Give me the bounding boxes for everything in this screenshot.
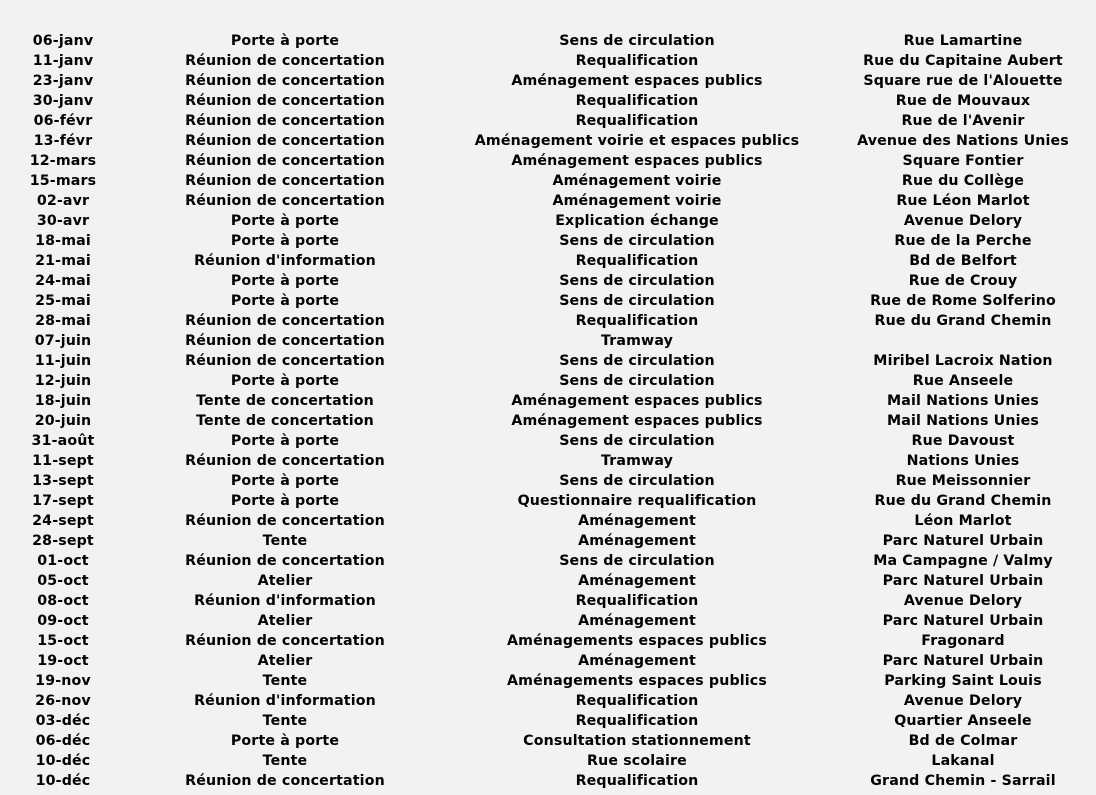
table-row (0, 111, 1096, 131)
table-row (0, 611, 1096, 631)
table-row (0, 171, 1096, 191)
meeting-type-cell[interactable]: Porte à porte (230, 373, 340, 389)
meeting-type-cell[interactable]: Tente (262, 533, 308, 549)
table-row (0, 391, 1096, 411)
location-cell[interactable]: Grand Chemin - Sarrail (870, 773, 1056, 789)
date-cell[interactable]: 23-janv (32, 73, 94, 89)
location-cell[interactable]: Rue de Rome Solferino (870, 293, 1056, 309)
date-cell[interactable]: 18-juin (34, 393, 92, 409)
meeting-type-cell[interactable]: Réunion de concertation (185, 73, 385, 89)
table-row (0, 211, 1096, 231)
meeting-type-cell[interactable]: Réunion de concertation (185, 633, 385, 649)
date-cell[interactable]: 11-janv (32, 53, 94, 69)
meeting-type-cell[interactable]: Tente (262, 673, 308, 689)
subject-cell[interactable]: Rue scolaire (587, 753, 687, 769)
location-cell[interactable]: Avenue Delory (903, 593, 1023, 609)
table-row (0, 411, 1096, 431)
meeting-type-cell[interactable]: Porte à porte (230, 733, 340, 749)
date-cell[interactable]: 11-sept (32, 453, 94, 469)
date-cell[interactable]: 28-mai (35, 313, 91, 329)
date-cell[interactable]: 30-janv (32, 93, 94, 109)
location-cell[interactable]: Rue du Grand Chemin (874, 313, 1052, 329)
location-cell[interactable]: Parking Saint Louis (884, 673, 1042, 689)
date-cell[interactable]: 31-août (31, 433, 95, 449)
meeting-type-cell[interactable]: Atelier (257, 613, 313, 629)
date-cell[interactable]: 10-déc (35, 753, 91, 769)
table-row (0, 191, 1096, 211)
subject-cell[interactable]: Requalification (575, 93, 699, 109)
table-row (0, 71, 1096, 91)
meeting-type-cell[interactable]: Réunion d'information (194, 693, 376, 709)
subject-cell[interactable]: Consultation stationnement (523, 733, 751, 749)
date-cell[interactable]: 06-janv (32, 33, 94, 49)
meeting-type-cell[interactable]: Réunion de concertation (185, 353, 385, 369)
meeting-type-cell[interactable]: Porte à porte (230, 473, 340, 489)
location-cell[interactable]: Rue de Mouvaux (895, 93, 1031, 109)
subject-cell[interactable]: Tramway (600, 333, 673, 349)
subject-cell[interactable]: Sens de circulation (559, 293, 715, 309)
date-cell[interactable]: 20-juin (34, 413, 92, 429)
subject-cell[interactable]: Requalification (575, 313, 699, 329)
location-cell[interactable]: Rue Lamartine (903, 33, 1023, 49)
meeting-type-cell[interactable]: Tente (262, 713, 308, 729)
location-cell[interactable]: Avenue Delory (903, 213, 1023, 229)
location-cell[interactable]: Rue de la Perche (894, 233, 1032, 249)
subject-cell[interactable]: Aménagement espaces publics (511, 73, 763, 89)
date-cell[interactable]: 15-mars (29, 173, 97, 189)
meeting-type-cell[interactable]: Atelier (257, 653, 313, 669)
date-cell[interactable]: 26-nov (35, 693, 91, 709)
location-cell[interactable]: Lakanal (931, 753, 995, 769)
date-cell[interactable]: 02-avr (36, 193, 90, 209)
date-cell[interactable]: 24-mai (35, 273, 91, 289)
subject-cell[interactable]: Aménagement (578, 513, 696, 529)
table-row (0, 471, 1096, 491)
date-cell[interactable]: 13-sept (32, 473, 94, 489)
date-cell[interactable]: 03-déc (35, 713, 91, 729)
date-cell[interactable]: 09-oct (37, 613, 89, 629)
date-cell[interactable]: 06-déc (35, 733, 91, 749)
date-cell[interactable]: 21-mai (35, 253, 91, 269)
subject-cell[interactable]: Sens de circulation (559, 233, 715, 249)
subject-cell[interactable]: Requalification (575, 253, 699, 269)
table-row (0, 251, 1096, 271)
table-row (0, 231, 1096, 251)
events-table (0, 31, 1096, 791)
subject-cell[interactable]: Aménagement espaces publics (511, 413, 763, 429)
location-cell[interactable]: Mail Nations Unies (887, 393, 1039, 409)
subject-cell[interactable]: Requalification (575, 593, 699, 609)
location-cell[interactable]: Rue du Collège (901, 173, 1025, 189)
location-cell[interactable]: Avenue des Nations Unies (857, 133, 1069, 149)
meeting-type-cell[interactable]: Porte à porte (230, 273, 340, 289)
table-row (0, 491, 1096, 511)
location-cell[interactable]: Fragonard (921, 633, 1005, 649)
table-row (0, 131, 1096, 151)
location-cell[interactable]: Rue du Grand Chemin (874, 493, 1052, 509)
table-row (0, 531, 1096, 551)
meeting-type-cell[interactable]: Porte à porte (230, 213, 340, 229)
location-cell[interactable]: Avenue Delory (903, 693, 1023, 709)
location-cell[interactable]: Rue Léon Marlot (896, 193, 1030, 209)
location-cell[interactable]: Léon Marlot (914, 513, 1012, 529)
subject-cell[interactable]: Requalification (575, 773, 699, 789)
table-row (0, 91, 1096, 111)
subject-cell[interactable]: Aménagement espaces publics (511, 153, 763, 169)
location-cell[interactable]: Quartier Anseele (894, 713, 1032, 729)
meeting-type-cell[interactable]: Réunion de concertation (185, 113, 385, 129)
location-cell[interactable]: Ma Campagne / Valmy (873, 553, 1053, 569)
table-row (0, 371, 1096, 391)
meeting-type-cell[interactable]: Porte à porte (230, 433, 340, 449)
date-cell[interactable]: 30-avr (36, 213, 90, 229)
date-cell[interactable]: 12-juin (34, 373, 92, 389)
table-row (0, 551, 1096, 571)
location-cell[interactable]: Square rue de l'Alouette (863, 73, 1063, 89)
table-row (0, 271, 1096, 291)
location-cell[interactable]: Rue Anseele (912, 373, 1014, 389)
table-row (0, 511, 1096, 531)
subject-cell[interactable]: Requalification (575, 713, 699, 729)
meeting-type-cell[interactable]: Tente de concertation (196, 393, 374, 409)
meeting-type-cell[interactable]: Réunion de concertation (185, 93, 385, 109)
events-table-body (0, 31, 1096, 791)
meeting-type-cell[interactable]: Réunion d'information (194, 593, 376, 609)
table-row (0, 331, 1096, 351)
subject-cell[interactable]: Questionnaire requalification (517, 493, 757, 509)
subject-cell[interactable]: Sens de circulation (559, 433, 715, 449)
table-row (0, 671, 1096, 691)
location-cell[interactable]: Parc Naturel Urbain (882, 613, 1044, 629)
table-row (0, 431, 1096, 451)
subject-cell[interactable]: Aménagement voirie et espaces publics (474, 133, 800, 149)
location-cell[interactable]: Parc Naturel Urbain (882, 533, 1044, 549)
location-cell[interactable]: Mail Nations Unies (887, 413, 1039, 429)
table-row (0, 311, 1096, 331)
location-cell[interactable]: Rue du Capitaine Aubert (863, 53, 1063, 69)
meeting-type-cell[interactable]: Porte à porte (230, 293, 340, 309)
location-cell[interactable]: Parc Naturel Urbain (882, 653, 1044, 669)
table-row (0, 651, 1096, 671)
subject-cell[interactable]: Sens de circulation (559, 373, 715, 389)
location-cell[interactable] (830, 331, 1096, 351)
table-row (0, 51, 1096, 71)
meeting-type-cell[interactable]: Atelier (257, 573, 313, 589)
subject-cell[interactable]: Aménagement (578, 613, 696, 629)
meeting-type-cell[interactable]: Réunion d'information (194, 253, 376, 269)
meeting-type-cell[interactable]: Réunion de concertation (185, 553, 385, 569)
table-row (0, 291, 1096, 311)
date-cell[interactable]: 17-sept (32, 493, 94, 509)
table-row (0, 711, 1096, 731)
table-row (0, 351, 1096, 371)
subject-cell[interactable]: Tramway (600, 453, 673, 469)
date-cell[interactable]: 10-déc (35, 773, 91, 789)
subject-cell[interactable]: Explication échange (555, 213, 719, 229)
table-row (0, 751, 1096, 771)
meeting-type-cell[interactable]: Réunion de concertation (185, 133, 385, 149)
date-cell[interactable]: 11-juin (34, 353, 92, 369)
table-row (0, 691, 1096, 711)
subject-cell[interactable]: Sens de circulation (559, 553, 715, 569)
table-row (0, 591, 1096, 611)
table-row (0, 571, 1096, 591)
meeting-type-cell[interactable]: Réunion de concertation (185, 513, 385, 529)
date-cell[interactable]: 15-oct (37, 633, 89, 649)
table-row (0, 631, 1096, 651)
meeting-type-cell[interactable]: Réunion de concertation (185, 53, 385, 69)
date-cell[interactable]: 12-mars (29, 153, 97, 169)
meeting-type-cell[interactable]: Réunion de concertation (185, 153, 385, 169)
date-cell[interactable]: 28-sept (32, 533, 94, 549)
table-row (0, 731, 1096, 751)
subject-cell[interactable]: Aménagements espaces publics (507, 633, 767, 649)
date-cell[interactable]: 13-févr (33, 133, 93, 149)
date-cell[interactable]: 05-oct (37, 573, 89, 589)
date-cell[interactable]: 19-nov (35, 673, 91, 689)
meeting-type-cell[interactable]: Réunion de concertation (185, 333, 385, 349)
meeting-type-cell[interactable]: Réunion de concertation (185, 773, 385, 789)
meeting-type-cell[interactable]: Porte à porte (230, 233, 340, 249)
subject-cell[interactable]: Aménagements espaces publics (507, 673, 767, 689)
meeting-type-cell[interactable]: Tente (262, 753, 308, 769)
table-row (0, 31, 1096, 51)
meeting-type-cell[interactable]: Tente de concertation (196, 413, 374, 429)
subject-cell[interactable]: Requalification (575, 693, 699, 709)
subject-cell[interactable]: Aménagement voirie (552, 173, 722, 189)
subject-cell[interactable]: Aménagement espaces publics (511, 393, 763, 409)
subject-cell[interactable]: Aménagement (578, 573, 696, 589)
subject-cell[interactable]: Sens de circulation (559, 33, 715, 49)
table-row (0, 451, 1096, 471)
date-cell[interactable]: 24-sept (32, 513, 94, 529)
meeting-type-cell[interactable]: Réunion de concertation (185, 193, 385, 209)
location-cell[interactable]: Rue Davoust (911, 433, 1015, 449)
subject-cell[interactable]: Sens de circulation (559, 273, 715, 289)
date-cell[interactable]: 07-juin (34, 333, 92, 349)
meeting-type-cell[interactable]: Porte à porte (230, 33, 340, 49)
location-cell[interactable]: Bd de Colmar (908, 733, 1018, 749)
location-cell[interactable]: Bd de Belfort (909, 253, 1017, 269)
location-cell[interactable]: Nations Unies (906, 453, 1020, 469)
subject-cell[interactable]: Aménagement voirie (552, 193, 722, 209)
subject-cell[interactable]: Aménagement (578, 653, 696, 669)
table-row (0, 771, 1096, 791)
date-cell[interactable]: 08-oct (37, 593, 89, 609)
date-cell[interactable]: 18-mai (35, 233, 91, 249)
date-cell[interactable]: 06-févr (33, 113, 93, 129)
subject-cell[interactable]: Sens de circulation (559, 473, 715, 489)
date-cell[interactable]: 01-oct (37, 553, 89, 569)
subject-cell[interactable]: Requalification (575, 113, 699, 129)
location-cell[interactable]: Square Fontier (902, 153, 1024, 169)
table-row (0, 151, 1096, 171)
meeting-type-cell[interactable]: Réunion de concertation (185, 173, 385, 189)
date-cell[interactable]: 19-oct (37, 653, 89, 669)
subject-cell[interactable]: Sens de circulation (559, 353, 715, 369)
subject-cell[interactable]: Requalification (575, 53, 699, 69)
location-cell[interactable]: Miribel Lacroix Nation (873, 353, 1053, 369)
location-cell[interactable]: Rue de Crouy (908, 273, 1018, 289)
location-cell[interactable]: Parc Naturel Urbain (882, 573, 1044, 589)
location-cell[interactable]: Rue de l'Avenir (901, 113, 1025, 129)
meeting-type-cell[interactable]: Réunion de concertation (185, 313, 385, 329)
meeting-type-cell[interactable]: Porte à porte (230, 493, 340, 509)
location-cell[interactable]: Rue Meissonnier (895, 473, 1031, 489)
subject-cell[interactable]: Aménagement (578, 533, 696, 549)
meeting-type-cell[interactable]: Réunion de concertation (185, 453, 385, 469)
date-cell[interactable]: 25-mai (35, 293, 91, 309)
